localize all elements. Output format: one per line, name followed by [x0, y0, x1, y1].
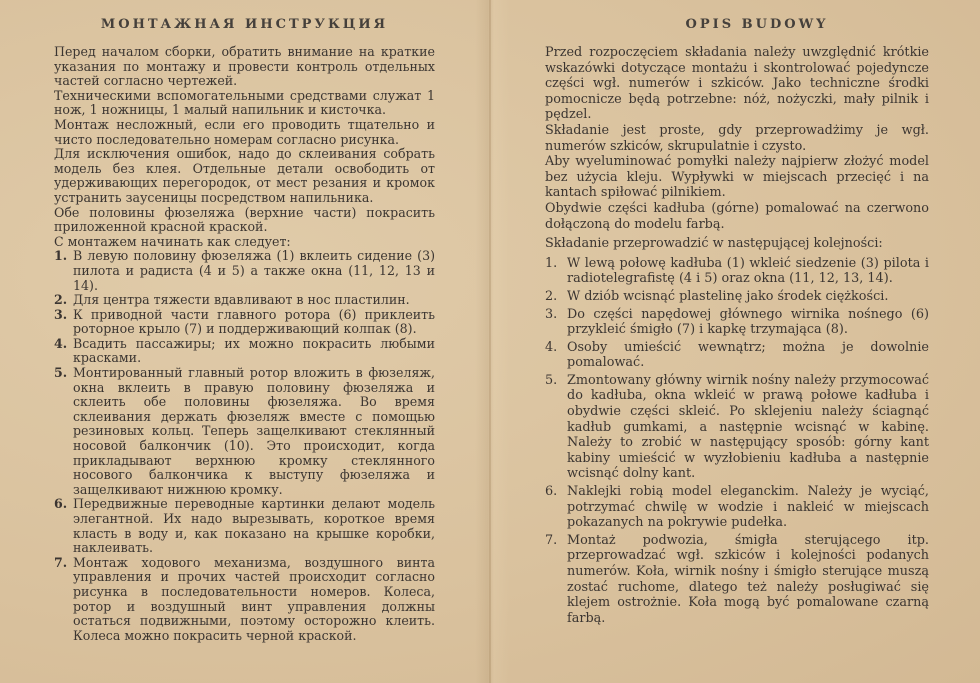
- step-text: Do części napędowej głównego wirnika nośnego (6) przykleić śmigło (7) i kapkę trzymająca (8).: [567, 306, 929, 338]
- step-text: Zmontowany główny wirnik nośny należy przymocować do kadłuba, okna wkleić w prawą połowe kadłuba i obydwie części skleić. Po sklejeniu należy ściagnąć kadłub gumkami, a następnie wcisnąć w kabinę. Należy to zrobić w następujący sposób: górny kant kabiny umieścić w wyzłobieniu kadłuba a następnie wcisnąć dolny kant.: [567, 372, 929, 482]
- paint-paragraph: Obydwie części kadłuba (górne) pomalować na czerwono dołączoną do modelu farbą.: [545, 200, 929, 232]
- step-text: Montaż podwozia, śmigła sterującego itp. przeprowadzać wgł. szkiców i kolejności podanych numerów. Koła, wirnik nośny i śmigło sterujące muszą zostać ruchome, dlatego też należy posługiwać się klejem ostrożnie. Koła mogą być pomalowane czarną farbą.: [567, 532, 929, 626]
- step-text: W lewą połowę kadłuba (1) wkleić siedzenie (3) pilota i radiotelegrafistę (4 i 5) oraz okna (11, 12, 13, 14).: [567, 255, 929, 287]
- step-number: 6.: [54, 496, 68, 512]
- steps-list: [54, 249, 435, 643]
- intro-paragraph: Перед началом сборки, обратить внимание на краткие указания по монтажу и провести контроль отдельных частей согласно чертежей.: [54, 44, 435, 89]
- step-item: [54, 366, 435, 497]
- step-item: [54, 249, 435, 293]
- intro-paragraph: Przed rozpoczęciem składania należy uwzględnić krótkie wskazówki dotyczące montażu i skontrolować pojedyncze części wgł. numerów i szkiców. Jako techniczne środki pomocnicze będą potrzebne: nóż, nożyczki, mały pilnik i pędzel.: [545, 45, 929, 123]
- step-item: [545, 533, 929, 627]
- step-item: [545, 307, 929, 338]
- dry-fit-paragraph: Aby wyeluminować pomyłki należy najpierw złożyć model bez użycia kleju. Wypływki w miejscach przecięć i na kantach spiłować pilnikiem.: [545, 154, 929, 201]
- step-item: [54, 308, 435, 337]
- step-text: Монтаж ходового механизма, воздушного винта управления и прочих частей происходит согласно рисунка в последовательности номеров. Колеса, ротор и воздушный винт управления должны остаться подвижными, поэтому осторожно клеить. Колеса можно покрасить черной краской.: [73, 554, 435, 643]
- step-item: [545, 340, 929, 371]
- right-page-polish: [545, 0, 929, 628]
- step-text: Osoby umieścić wewnątrz; można je dowolnie pomalować.: [567, 339, 929, 371]
- page-title: МОНТАЖНАЯ ИНСТРУКЦИЯ: [100, 17, 389, 32]
- assembly-paragraph: Składanie jest proste, gdy przeprowadżimy je wgł. numerów szkiców, skrupulatnie i czysto.: [545, 122, 929, 154]
- step-item: [54, 497, 435, 555]
- step-text: Naklejki robią model eleganckim. Należy je wyciąć, potrzymać chwilę w wodzie i nakleić w miejscach pokazanych na pokrywie pudełka.: [567, 484, 929, 531]
- step-number: 7.: [545, 532, 558, 548]
- step-number: 3.: [545, 306, 558, 322]
- step-item: [545, 484, 929, 531]
- step-number: 1.: [545, 255, 558, 271]
- sequence-intro: Składanie przeprowadzić w następującej kolejności:: [545, 236, 883, 252]
- step-number: 7.: [54, 554, 68, 570]
- paint-paragraph: Обе половины фюзеляжа (верхние части) покрасить приложенной красной краской.: [54, 204, 435, 235]
- step-number: 3.: [54, 306, 68, 322]
- dry-fit-paragraph: Для исключения ошибок, надо до склеивания собрать модель без клея. Отдельные детали освободить от удерживающих перегородок, от мест резания и кромок устранить заусеницы посредством напильника.: [54, 146, 435, 205]
- step-number: 2.: [545, 288, 558, 304]
- step-item: [54, 556, 435, 644]
- step-number: 1.: [54, 248, 68, 264]
- step-text: В левую половину фюзеляжа (1) вклеить сидение (3) пилота и радиста (4 и 5) а также окна (11, 12, 13 и 14).: [73, 248, 435, 293]
- center-fold: [489, 0, 491, 683]
- step-number: 6.: [545, 484, 558, 500]
- step-text: Передвижные переводные картинки делают модель элегантной. Их надо вырезывать, короткое время класть в воду и, как показано на крышке коробки, наклеивать.: [73, 496, 435, 556]
- page-title: OPIS BUDOWY: [685, 17, 829, 32]
- sequence-intro: С монтажем начинать как следует:: [54, 233, 291, 249]
- step-text: К приводной части главного ротора (6) приклеить роторное крыло (7) и поддерживающий колпак (8).: [73, 306, 435, 337]
- assembly-paragraph: Монтаж несложный, если его проводить тщательно и чисто последовательно номерам согласно рисунка.: [54, 116, 435, 147]
- step-item: [54, 337, 435, 366]
- step-number: 5.: [54, 365, 68, 381]
- step-number: 4.: [545, 339, 558, 355]
- step-text: Монтированный главный ротор вложить в фюзеляж, окна вклеить в правую половину фюзеляжа и склеить обе половины фюзеляжа. Во время склеивания держать фюзеляж вместе с помощью резиновых кольц. Теперь защелкивают стеклянный носовой балкончик (10). Это происходит, когда прикладывают верхнюю кромку стеклянного носового балкончика к выступу фюзеляжа и защелкивают нижнюю кромку.: [73, 365, 435, 497]
- step-item: [54, 293, 435, 308]
- step-number: 2.: [54, 292, 68, 308]
- tools-paragraph: Техническими вспомогательными средствами служат 1 нож, 1 ножницы, 1 малый напильник и кисточка.: [54, 87, 435, 118]
- step-number: 5.: [545, 372, 558, 388]
- step-item: [545, 256, 929, 287]
- left-page-russian: [54, 0, 435, 643]
- step-text: Для центра тяжести вдавливают в нос пластилин.: [73, 292, 410, 308]
- step-item: [545, 373, 929, 482]
- steps-list: [545, 256, 929, 627]
- step-item: [545, 289, 929, 305]
- step-text: Всадить пассажиры; их можно покрасить любыми красками.: [73, 335, 435, 366]
- step-text: W dziób wcisnąć plastelinę jako środek ciężkości.: [567, 288, 889, 304]
- step-number: 4.: [54, 335, 68, 351]
